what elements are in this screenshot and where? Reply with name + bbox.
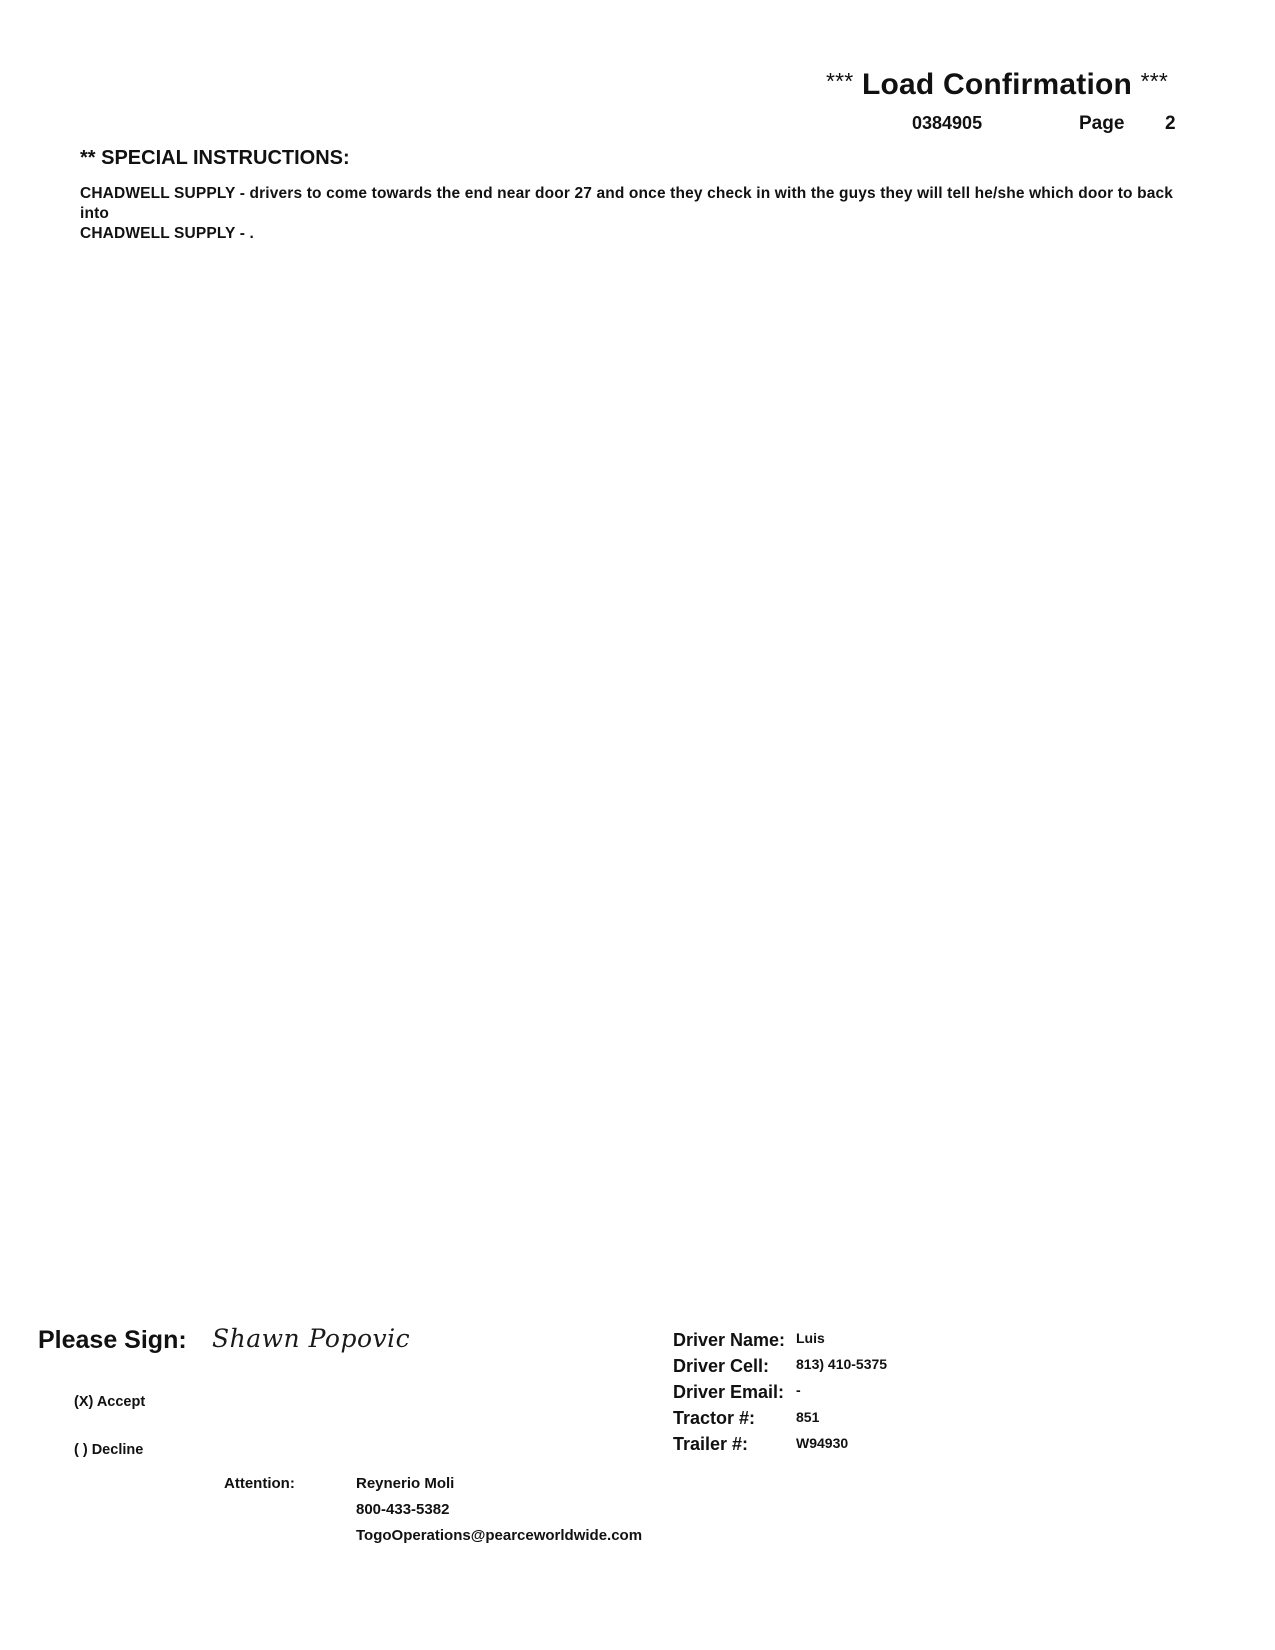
title-stars-left: *** xyxy=(826,68,854,94)
attention-name: Reynerio Moli xyxy=(356,1475,455,1492)
title-stars-right: *** xyxy=(1140,68,1169,94)
accept-option[interactable]: (X) Accept xyxy=(74,1394,146,1410)
driver-name-value: Luis xyxy=(796,1330,825,1346)
trailer-value: W94930 xyxy=(796,1435,849,1451)
attention-label: Attention: xyxy=(224,1475,295,1492)
driver-email-label: Driver Email: xyxy=(673,1382,785,1402)
decline-option[interactable]: ( ) Decline xyxy=(74,1442,144,1458)
trailer-label: Trailer #: xyxy=(673,1434,749,1454)
special-instruction-line: CHADWELL SUPPLY - . xyxy=(80,225,254,242)
page-number: 2 xyxy=(1165,113,1176,134)
title-text: Load Confirmation xyxy=(862,68,1133,101)
special-instructions-heading: ** SPECIAL INSTRUCTIONS: xyxy=(80,147,350,169)
attention-email: TogoOperations@pearceworldwide.com xyxy=(356,1527,643,1544)
driver-cell-value: 813) 410-5375 xyxy=(796,1356,888,1372)
driver-cell-label: Driver Cell: xyxy=(673,1356,770,1376)
driver-name-label: Driver Name: xyxy=(673,1330,786,1350)
driver-email-value: - xyxy=(796,1382,801,1398)
attention-phone: 800-433-5382 xyxy=(356,1501,450,1518)
document-title xyxy=(826,68,1168,102)
special-instruction-line: CHADWELL SUPPLY - drivers to come towards the end near door 27 and once they check in with the guys they will tell he/she which door to back into xyxy=(80,185,1174,222)
please-sign-label: Please Sign: xyxy=(38,1326,187,1354)
tractor-value: 851 xyxy=(796,1409,820,1425)
load-number: 0384905 xyxy=(912,113,983,133)
handwritten-signature: Shawn Popovic xyxy=(212,1324,411,1353)
special-instructions-body xyxy=(80,184,1190,244)
page-label: Page xyxy=(1079,113,1125,134)
tractor-label: Tractor #: xyxy=(673,1408,756,1428)
